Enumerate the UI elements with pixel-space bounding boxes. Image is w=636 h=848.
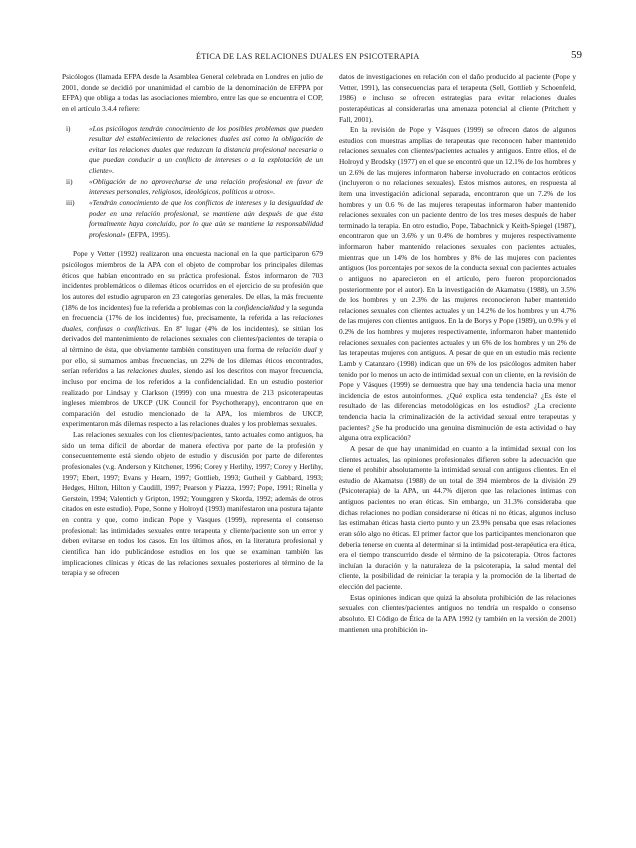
list-item [62, 177, 323, 198]
right-column [339, 72, 576, 635]
ethics-list [62, 124, 323, 241]
running-title: ÉTICA DE LAS RELACIONES DUALES EN PSICOTERAPIA [196, 52, 420, 61]
list-item-text: «Los psicólogos tendrán conocimiento de los posibles problemas que pueden resultar del establecimiento de relaciones duales así como la obligación de evitar las relaciones duales que reduzcan la distancia profesional necesaria o que puedan conducir a un conflicto de intereses o a la explotación de un cliente». [89, 123, 323, 175]
body-paragraph: A pesar de que hay unanimidad en cuanto a la intimidad sexual con los clientes actuales, las opiniones profesionales difieren sobre la adecuación que tiene el prohibir absolutamente la intimidad sexual con antiguos clientes. En el estudio de Akamatsu (1988) de un total de 394 miembros de la división 29 (Psicoterapia) de la APA, un 44.7% dijeron que las relaciones íntimas con antiguos pacientes no eran éticas. Sin embargo, un 31.3% consideraba que dichas relaciones no podían considerarse ni éticas ni no éticas, algunos incluso las estimaban éticas hasta cierto punto y un 23.9% pensaba que esas relaciones eran sólo algo no éticas. El primer factor que los participantes mencionaron que debería tenerse en cuenta al determinar si la intimidad post-terapéutica era ética, era el tiempo transcurrido desde el término de la psicoterapia. Otros factores incluían la duración y la naturaleza de la psicoterapia, la salud mental del cliente, la posibilidad de reiniciar la terapia y la promoción de la libertad de elección del paciente. [339, 443, 576, 591]
list-item [62, 198, 323, 241]
list-item-text: «Obligación de no aprovecharse de una relación profesional en favor de intereses personales, religiosos, ideológicos, políticos u otros». [89, 176, 323, 197]
body-paragraph: En la revisión de Pope y Vásques (1999) se ofrecen datos de algunos estudios con muestras amplias de terapeutas que reconocen haber mantenido relaciones sexuales con clientes/pacientes actuales y antiguos. Entre ellos, el de Holroyd y Brodsky (1977) en el que se encontró que un 12.1% de los hombres y un 2.6% de las mujeres informaron haberse involucrado en contactos eróticos (incluyeron o no relaciones sexuales). Estos mismos autores, en respuesta al ítem una investigación adicional separada, encontraron que un 7.2% de los hombres y un 0.6 % de las mujeres terapeutas informaron haber mantenido relaciones sexuales con un paciente dentro de los tres meses después de haber terminado la terapia. En otro estudio, Pope, Tabachnick y Keith-Spiegel (1987), encontraron que un 3.6% y un 0.4% de hombres y mujeres respectivamente informaron haber mantenido relaciones sexuales con pacientes actuales, mientras que un 14% de los hombres y 8% de las mujeres con pacientes antiguos (los porcentajes por sexos de la conducta sexual con pacientes actuales o antiguos no aparecieron en el artículo, pero fueron proporcionados posteriormente por el autor). En la investigación de Akamatsu (1988), un 3.5% de los hombres y un 2.3% de las mujeres reconocieron haber mantenido relaciones sexuales con clientes actuales y un 14.2% de los hombres y un 4.7% de las mujeres con clientes antiguos. En la de Borys y Pope (1989), un 0.9% y el 0.2% de los hombres y mujeres respectivamente, informaron haber mantenido relaciones sexuales con pacientes actuales y un 6% de los hombres y un 2% de las terapeutas mujeres con antiguos. A pesar de que en un estudio más reciente Lamb y Catanzaro (1998) indican que un 6% de los psicólogos admiten haber tenido por lo menos un acto de intimidad sexual con un cliente, en la revisión de Pope y Vásques (1999) se demuestra que hay una tendencia hacia una menor incidencia de estos autoinformes. ¿Qué explica esta tendencia? ¿Es éste el resultado de las diferencias metodológicas en los estudios? ¿La creciente tendencia hacia la criminalización de la actividad sexual entre terapeutas y pacientes? ¿Se ha producido una genuina disminución de esta actividad o hay alguna otra explicación? [339, 125, 576, 443]
left-column [62, 72, 323, 579]
intro-paragraph: Psicólogos (llamada EFPA desde la Asamblea General celebrada en Londres en julio de 2001, donde se decidió por unanimidad el cambio de la denominación de EFPPA por EFPA) que obliga a todas las asociaciones miembro, entre las que se encuentra el COP, en el artículo 3.4.4 refiere: [62, 72, 323, 113]
page-number: 59 [571, 49, 582, 61]
page-header [0, 49, 636, 66]
list-item-number: ii) [66, 176, 73, 186]
list-item-text: «Tendrán conocimiento de que los conflictos de intereses y la desigualdad de poder en una relación profesional, se mantiene aún después de que ésta formalmente haya concluido, por lo que aún se mantiene la responsabilidad profesional» [89, 197, 323, 239]
list-item-number: i) [66, 123, 71, 133]
list-item-number: iii) [66, 197, 75, 207]
body-paragraph: datos de investigaciones en relación con el daño producido al paciente (Pope y Vetter, 1991), las consecuencias para el terapeuta (Sell, Gottlieb y Schoenfeld, 1986) e incluso se ofrecen estrategias para evitar relaciones duales posterapéuticas al considerarlas una amenaza potencial al cliente (Pritchett y Fall, 2001). [339, 72, 576, 124]
list-item-citation: (EFPA, 1995). [125, 229, 171, 239]
body-paragraph: Las relaciones sexuales con los clientes/pacientes, tanto actuales como antiguos, ha sido un tema difícil de abordar de manera efectiva por parte de la profesión y consecuentemente está siendo objeto de estudio y discusión por parte de diferentes profesionales (v.g. Anderson y Kitchener, 1996; Corey y Herlihy, 1997; Corey y Herlihy, 1997; Ebert, 1997; Evans y Hearn, 1997; Gottlieb, 1993; Gutheil y Gabbard, 1993; Hedges, Hilton, Hilton y Caudill, 1997; Pearson y Piazza, 1997; Pope, 1991; Rinella y Gerstein, 1994; Valentich y Gripton, 1992; Younggren y Skorda, 1992; además de otros citados en este estudio). Pope, Sonne y Holroyd (1993) manifestaron una postura tajante en contra y que, como indican Pope y Vasques (1999), representa el consenso profesional: las intimidades sexuales entre terapeuta y cliente/paciente son un error y deben evitarse en todos los casos. En los últimos años, en la literatura profesional y científica han ido publicándose estudios en los que se examinan también las implicaciones clínicas y éticas de las relaciones sexuales posteriores al término de la terapia y se ofrecen [62, 430, 323, 578]
list-item [62, 124, 323, 177]
body-paragraph: Estas opiniones indican que quizá la absoluta prohibición de las relaciones sexuales con clientes/pacientes antiguos no tendría un respaldo o consenso absoluto. El Código de Ética de la APA 1992 (y también en la versión de 2001) mantienen una prohibición in- [339, 592, 576, 634]
body-paragraph: Pope y Vetter (1992) realizaron una encuesta nacional en la que participaron 679 psicólogos miembros de la APA con el objeto de comprobar los principales dilemas éticos que habían encontrado en su práctica profesional. Éstos informaron de 703 incidentes problemáticos o dilemas éticos ocurridos en el ejercicio de su profesión que los autores del estudio agruparon en 23 categorías generales. De ellas, la más frecuente (18% de los incidentes) fue la referida a problemas con la confidencialidad y la segunda en frecuencia (17% de los incidentes) fue, precisamente, la referida a las relaciones duales, confusas o conflictivas. En 8º lugar (4% de los incidentes), se sitúan los derivados del mantenimiento de relaciones sexuales con clientes/pacientes de terapia o al término de ésta, que obviamente también constituyen una forma de relación dual y por ello, si sumamos ambas frecuencias, un 22% de los dilemas éticos encontrados, serían referidos a las relaciones duales, siendo así los descritos con mayor frecuencia, incluso por encima de los referidos a la confidencialidad. En un estudio posterior realizado por Lindsay y Clarkson (1999) con una muestra de 213 psicoterapeutas ingleses miembros de UKCP (UK Council for Psychotherapy), encontraron que en comparación del estudio mencionado de la APA, los miembros de UKCP, experimentaron más dilemas respecto a las relaciones duales y los problemas sexuales. [62, 249, 324, 429]
